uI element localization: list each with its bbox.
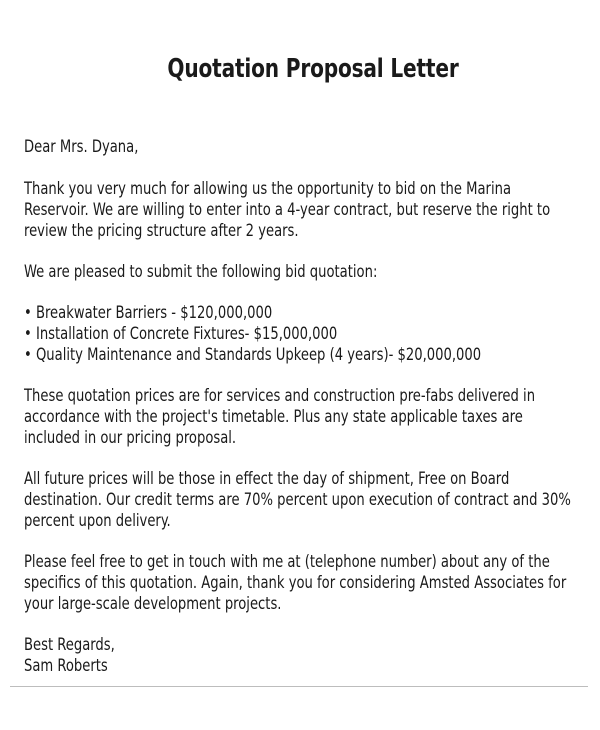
- submit-paragraph: We are pleased to submit the following bid quotation:: [24, 262, 378, 282]
- bid-item: • Breakwater Barriers - $120,000,000: [24, 303, 574, 324]
- letter-body: [24, 137, 574, 677]
- document-title: Quotation Proposal Letter: [167, 54, 459, 84]
- bid-item: • Installation of Concrete Fixtures- $15,000,000: [24, 324, 574, 345]
- bid-item: • Quality Maintenance and Standards Upkeep (4 years)- $20,000,000: [24, 345, 574, 366]
- contact-paragraph: Please feel free to get in touch with me at (telephone number) about any of the specifics of this quotation. Again, thank you for considering Amsted Associates for your large-scale development projects.: [24, 552, 567, 614]
- signer-name: Sam Roberts: [24, 656, 108, 676]
- sign-off: Best Regards,: [24, 635, 115, 655]
- closing-block: [24, 635, 574, 677]
- prices-note-paragraph: These quotation prices are for services and construction pre-fabs delivered in accordance with the project's timetable. Plus any state applicable taxes are included in our pricing proposal.: [24, 386, 536, 448]
- bid-item-list: [24, 303, 574, 366]
- future-prices-paragraph: All future prices will be those in effect the day of shipment, Free on Board destination. Our credit terms are 70% percent upon execution of contract and 30% percent upon delivery.: [24, 469, 571, 531]
- intro-paragraph: Thank you very much for allowing us the opportunity to bid on the Marina Reservoir. We are willing to enter into a 4-year contract, but reserve the right to review the pricing structure after 2 years.: [24, 179, 551, 241]
- greeting: Dear Mrs. Dyana,: [24, 137, 139, 157]
- footer-divider: [10, 686, 588, 687]
